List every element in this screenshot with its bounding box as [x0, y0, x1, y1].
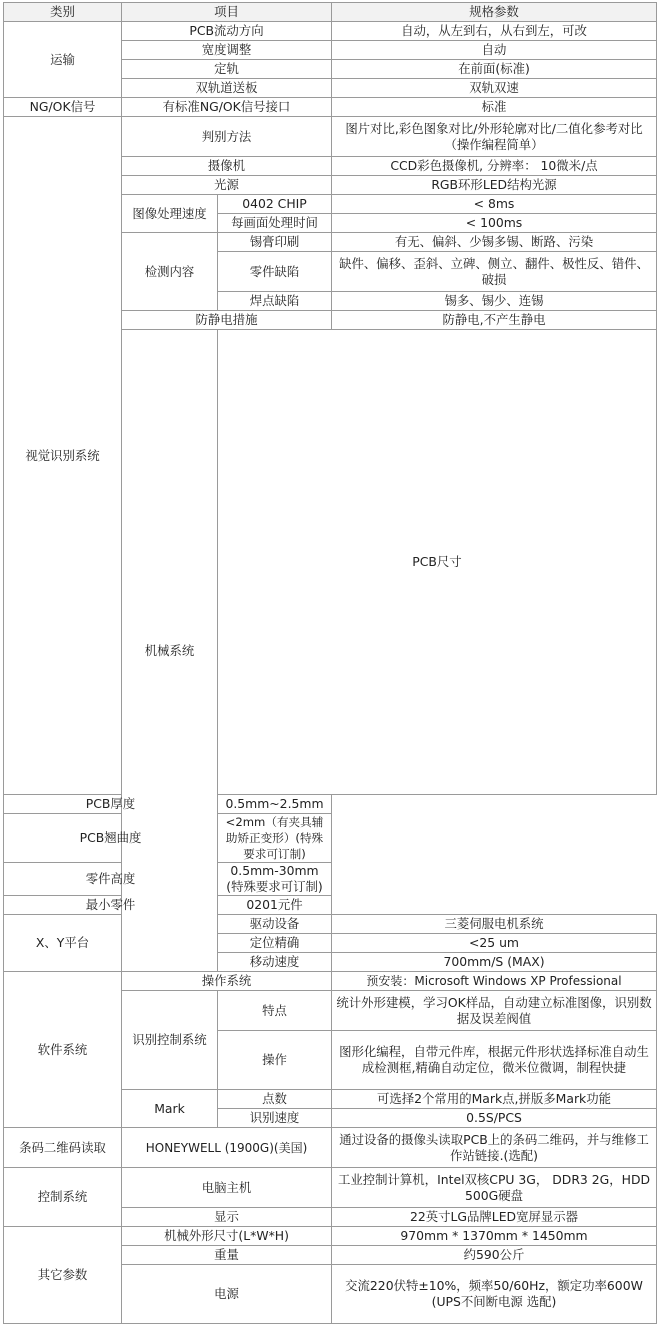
item-label: 宽度调整 [122, 41, 332, 60]
table-row [4, 972, 657, 991]
item-label: 电源 [122, 1265, 332, 1324]
header-item: 项目 [122, 3, 332, 22]
spec-value: <2mm（有夹具辅助矫正变形）(特殊要求可订制) [218, 814, 332, 863]
header-row [4, 3, 657, 22]
group-label: X、Y平台 [4, 915, 122, 972]
item-label: 操作 [218, 1031, 332, 1090]
spec-value: 0.5S/PCS [332, 1109, 657, 1128]
table-row [4, 98, 657, 117]
category-other: 其它参数 [4, 1227, 122, 1324]
table-row [4, 915, 657, 934]
item-label: 操作系统 [122, 972, 332, 991]
item-label: PCB翘曲度 [4, 814, 218, 863]
spec-value: 在前面(标准) [332, 60, 657, 79]
item-label: 每画面处理时间 [218, 214, 332, 233]
spec-value [332, 1265, 657, 1324]
table-row [4, 795, 657, 814]
spec-table [3, 2, 657, 1324]
header-category: 类别 [4, 3, 122, 22]
item-label: 定轨 [122, 60, 332, 79]
spec-value: < 8ms [332, 195, 657, 214]
spec-value: 有无、偏斜、少锡多锡、断路、污染 [332, 233, 657, 252]
table-row [4, 22, 657, 41]
item-label: PCB流动方向 [122, 22, 332, 41]
spec-value: <25 um [332, 934, 657, 953]
spec-value: 缺件、偏移、歪斜、立碑、侧立、翻件、极性反、错件、破损 [332, 252, 657, 292]
category-barcode: 条码二维码读取 [4, 1128, 122, 1168]
spec-value: 0.5mm~2.5mm [218, 795, 332, 814]
power-line: 交流220伏特±10%，频率50/60Hz，额定功率600W [345, 1278, 643, 1293]
spec-value: 约590公斤 [332, 1246, 657, 1265]
item-label: 双轨道送板 [122, 79, 332, 98]
item-label: 0402 CHIP [218, 195, 332, 214]
spec-value: 三菱伺服电机系统 [332, 915, 657, 934]
spec-value: 预安装：Microsoft Windows XP Professional [332, 972, 657, 991]
item-label: 焊点缺陷 [218, 292, 332, 311]
spec-value: 防静电,不产生静电 [332, 311, 657, 330]
spec-value: 标准 [332, 98, 657, 117]
item-label: 光源 [122, 176, 332, 195]
item-label: 零件高度 [4, 863, 218, 896]
spec-value: 工业控制计算机，Intel双核CPU 3G， DDR3 2G，HDD 500G硬盘 [332, 1168, 657, 1208]
item-label: 驱动设备 [218, 915, 332, 934]
spec-value: 970mm * 1370mm * 1450mm [332, 1227, 657, 1246]
item-label: 锡膏印刷 [218, 233, 332, 252]
item-label: 显示 [122, 1208, 332, 1227]
spec-value: 700mm/S (MAX) [332, 953, 657, 972]
category-ngok: NG/OK信号 [4, 98, 122, 117]
table-row [4, 896, 657, 915]
item-label: PCB厚度 [4, 795, 218, 814]
item-label: 机械外形尺寸(L*W*H) [122, 1227, 332, 1246]
table-row [4, 1227, 657, 1246]
header-spec: 规格参数 [332, 3, 657, 22]
table-row [4, 814, 657, 863]
table-row [4, 117, 657, 157]
item-label: 点数 [218, 1090, 332, 1109]
item-label: 电脑主机 [122, 1168, 332, 1208]
item-label: PCB尺寸 [218, 330, 657, 795]
item-label: 有标准NG/OK信号接口 [122, 98, 332, 117]
group-label: 图像处理速度 [122, 195, 218, 233]
item-label: 特点 [218, 991, 332, 1031]
item-label: 定位精确 [218, 934, 332, 953]
category-control: 控制系统 [4, 1168, 122, 1227]
item-label: 摄像机 [122, 157, 332, 176]
item-label: 识别速度 [218, 1109, 332, 1128]
group-label: 识别控制系统 [122, 991, 218, 1090]
item-label: 判别方法 [122, 117, 332, 157]
item-label: 最小零件 [4, 896, 218, 915]
spec-value: < 100ms [332, 214, 657, 233]
spec-value: 统计外形建模，学习OK样品，自动建立标准图像，识别数据及误差阀值 [332, 991, 657, 1031]
category-software: 软件系统 [4, 972, 122, 1128]
group-label: Mark [122, 1090, 218, 1128]
table-row [4, 1128, 657, 1168]
spec-value: 自动，从左到右，从右到左，可改 [332, 22, 657, 41]
spec-value: 自动 [332, 41, 657, 60]
spec-value: CCD彩色摄像机, 分辨率： 10微米/点 [332, 157, 657, 176]
spec-value: 0201元件 [218, 896, 332, 915]
spec-value: 图形化编程，自带元件库，根据元件形状选择标准自动生成检测框,精确自动定位，微米位微调，制程快捷 [332, 1031, 657, 1090]
table-row [4, 1168, 657, 1208]
spec-value: RGB环形LED结构光源 [332, 176, 657, 195]
item-label: 防静电措施 [122, 311, 332, 330]
power-line: (UPS不间断电源 选配) [431, 1294, 557, 1309]
group-label: 检测内容 [122, 233, 218, 311]
spec-value: 锡多、锡少、连锡 [332, 292, 657, 311]
item-label: 移动速度 [218, 953, 332, 972]
item-label: 零件缺陷 [218, 252, 332, 292]
category-mechanical: 机械系统 [122, 330, 218, 972]
table-row [4, 863, 657, 896]
spec-value: 0.5mm-30mm (特殊要求可订制) [218, 863, 332, 896]
category-transport: 运输 [4, 22, 122, 98]
item-label: HONEYWELL (1900G)(美国) [122, 1128, 332, 1168]
spec-value: 双轨双速 [332, 79, 657, 98]
item-label: 重量 [122, 1246, 332, 1265]
category-vision: 视觉识别系统 [4, 117, 122, 795]
spec-value: 可选择2个常用的Mark点,拼版多Mark功能 [332, 1090, 657, 1109]
spec-value: 22英寸LG品牌LED宽屏显示器 [332, 1208, 657, 1227]
spec-value: 图片对比,彩色图象对比/外形轮廓对比/二值化参考对比（操作编程简单） [332, 117, 657, 157]
spec-value: 通过设备的摄像头读取PCB上的条码二维码，并与维修工作站链接.(选配) [332, 1128, 657, 1168]
